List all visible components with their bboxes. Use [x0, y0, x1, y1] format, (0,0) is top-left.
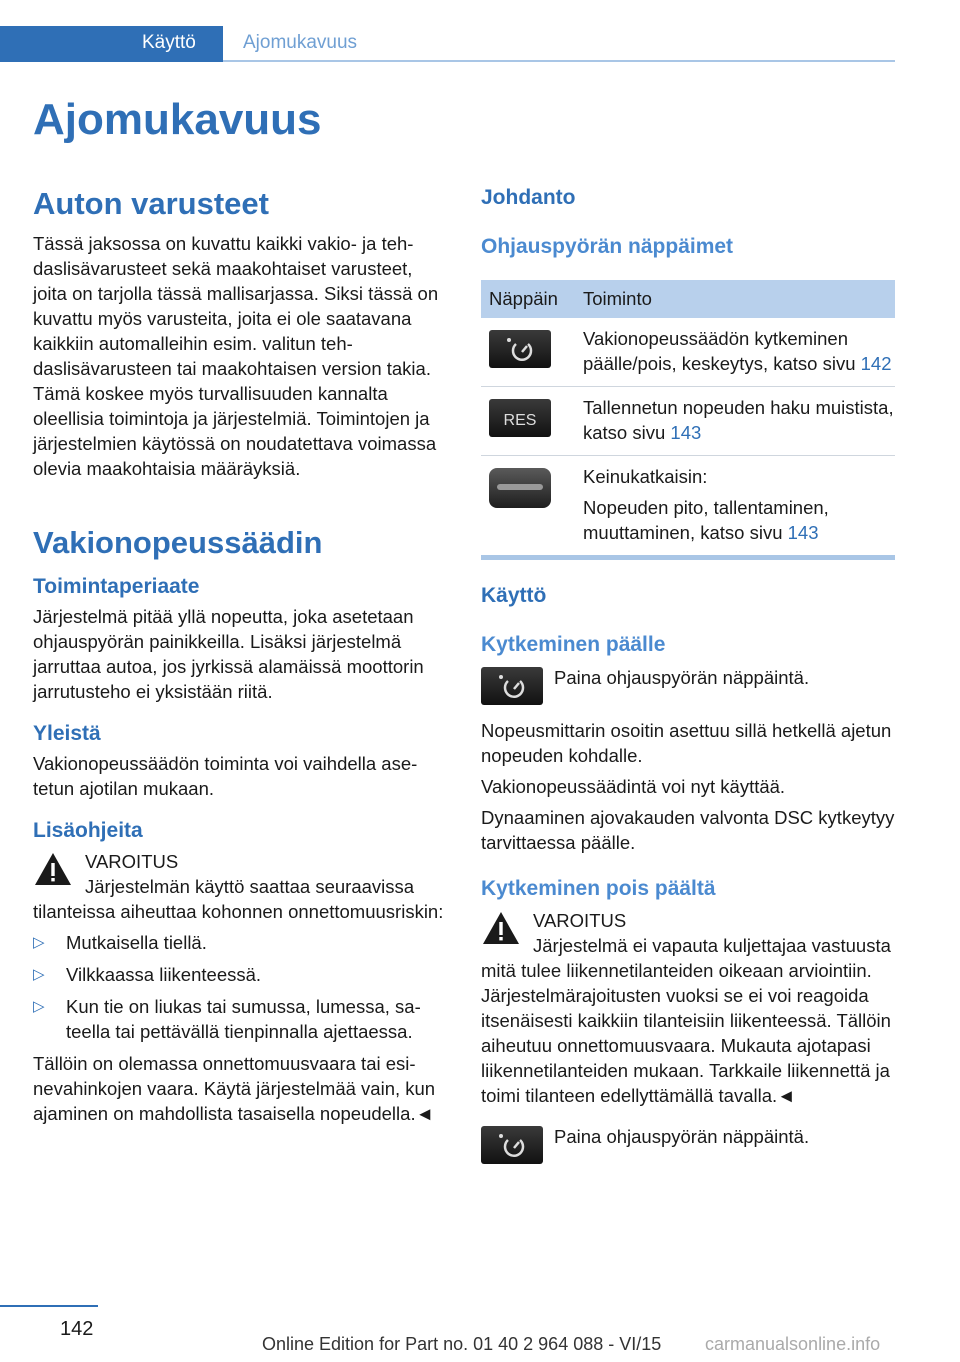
steering-buttons-table: [481, 280, 895, 556]
rocker-switch-icon: [489, 468, 551, 508]
cruise-heading: Vakionopeussäädin: [33, 525, 323, 560]
switch-on-heading: Kytkeminen päälle: [481, 633, 666, 656]
table-row: RES Tallennetun nopeuden haku muistista, katso sivu 143: [481, 387, 895, 456]
page-link[interactable]: 143: [787, 522, 819, 543]
header-tab-active[interactable]: Käyttö: [142, 32, 196, 53]
warning-label: VAROITUS: [85, 851, 179, 872]
notes-heading: Lisäohjeita: [33, 819, 143, 842]
page-link[interactable]: 142: [860, 353, 892, 374]
buttons-heading: Ohjauspyörän näppäimet: [481, 235, 734, 258]
left-column: [33, 186, 449, 1126]
col-header-function: Toiminto: [575, 280, 895, 318]
cruise-control-button-icon: [481, 1126, 543, 1164]
switch-on-text-2: Vakionopeussäädintä voi nyt käyttää.: [481, 776, 786, 797]
watermark: carmanualsonline.info: [705, 1334, 881, 1354]
right-column: [481, 186, 895, 1170]
triangle-bullet-icon: ▷: [33, 998, 45, 1015]
warning-list: [33, 930, 449, 1044]
list-item: ▷ Mutkaisella tiellä.: [33, 932, 207, 953]
page-title: Ajomukavuus: [33, 95, 322, 144]
equipment-heading: Auton varusteet: [33, 186, 269, 221]
table-row: Vakionopeussäädön kytkeminen päälle/pois, keskeytys, katso sivu 142: [481, 318, 895, 387]
page-number: 142: [60, 1318, 94, 1340]
switch-on-text-3: Dynaaminen ajovakauden valvonta DSC kytkeytyy tarvittaessa päälle.: [481, 807, 895, 853]
warning-icon: [481, 910, 521, 946]
table-bottom-rule: [481, 555, 895, 560]
header-tab-section[interactable]: Ajomukavuus: [243, 32, 358, 53]
warning-text: Järjestelmän käyttö saattaa seuraavissa tilanteissa aiheuttaa kohonnen onnettomuusriskin:: [33, 876, 444, 922]
cruise-control-button-icon: [489, 330, 551, 368]
list-item: ▷ Kun tie on liukas tai sumussa, lumessa, sateella tai pettävällä tienpinnalla ajettaessa.: [33, 996, 421, 1042]
switch-on-text-1: Nopeusmittarin osoitin asettuu sillä hetkellä ajetun nopeuden kohdalle.: [481, 720, 892, 766]
triangle-bullet-icon: ▷: [33, 966, 45, 983]
triangle-bullet-icon: ▷: [33, 934, 45, 951]
cruise-control-button-icon: [481, 667, 543, 705]
res-button-icon: RES: [489, 399, 551, 437]
col-header-key: Näppäin: [481, 280, 575, 318]
page-link[interactable]: 143: [670, 422, 702, 443]
principle-heading: Toimintaperiaate: [33, 575, 200, 598]
closing-text: Tällöin on olemassa onnettomuusvaara tai esinevahinkojen vaara. Käytä järjestelmää vain, kun ajaminen on mahdollista tasaisella nopeudella.◄: [33, 1053, 436, 1124]
warning-block: [481, 908, 895, 1108]
warning-text: Järjestelmä ei vapauta kuljettajaa vastuusta mitä tulee liikennetilanteiden oikeaan arviointiin. Järjestelmärajoitusten vuoksi se ei voi reagoida itsenäisesti kaikkiin tilanteisiin liikenteessä. Tällöin aiheutuu onnettomuusvaara. Mukauta ajotapasi liikennetilanteiden mukaan. Tarkkaile liikennettä ja toimi tilanteen edellyttämällä tavalla.◄: [481, 935, 891, 1106]
intro-heading: Johdanto: [481, 186, 576, 209]
warning-block: [33, 849, 449, 924]
footer-rule: [0, 1305, 98, 1307]
warning-label: VAROITUS: [533, 910, 627, 931]
switch-on-instruction: Paina ohjauspyörän näppäintä.: [481, 665, 895, 711]
switch-off-instruction: Paina ohjauspyörän näppäintä.: [481, 1124, 895, 1170]
warning-icon: [33, 851, 73, 887]
general-text: Vakionopeussäädön toiminta voi vaihdella asetetun ajotilan mukaan.: [33, 753, 418, 799]
header-rule: [223, 60, 895, 62]
switch-off-heading: Kytkeminen pois päältä: [481, 877, 716, 900]
principle-text: Järjestelmä pitää yllä nopeutta, joka asetetaan ohjauspyörän painikkeilla. Lisäksi järjestelmä jarruttaa autoa, jos jyrkissä alamäissä moottorin jarrutusteho ei yksistään riitä.: [33, 606, 424, 702]
general-heading: Yleistä: [33, 722, 101, 745]
usage-heading: Käyttö: [481, 584, 547, 607]
edition-text: Online Edition for Part no. 01 40 2 964 088 - VI/15: [262, 1334, 662, 1354]
equipment-text: Tässä jaksossa on kuvattu kaikki vakio- ja tehdaslisävarusteet sekä maakohtaiset varusteet, joita on tarjolla tässä mallisarjassa. Siksi tässä on kuvattu myös varusteita, joita ei ole saatavana kaikkiin automalleihin esim. valitun tehdaslisävarusteen tai maakohtaisen version takia. Tämä koskee myös turvallisuuden kannalta oleellisia toimintoja ja järjestelmiä. Toimintojen ja järjestelmien käytössä on noudatettava voimassa olevia maakohtaisia määräyksiä.: [33, 233, 439, 479]
table-row: Keinukatkaisin: Nopeuden pito, tallentaminen, muuttaminen, katso sivu 143: [481, 456, 895, 556]
list-item: ▷ Vilkkaassa liikenteessä.: [33, 964, 262, 985]
